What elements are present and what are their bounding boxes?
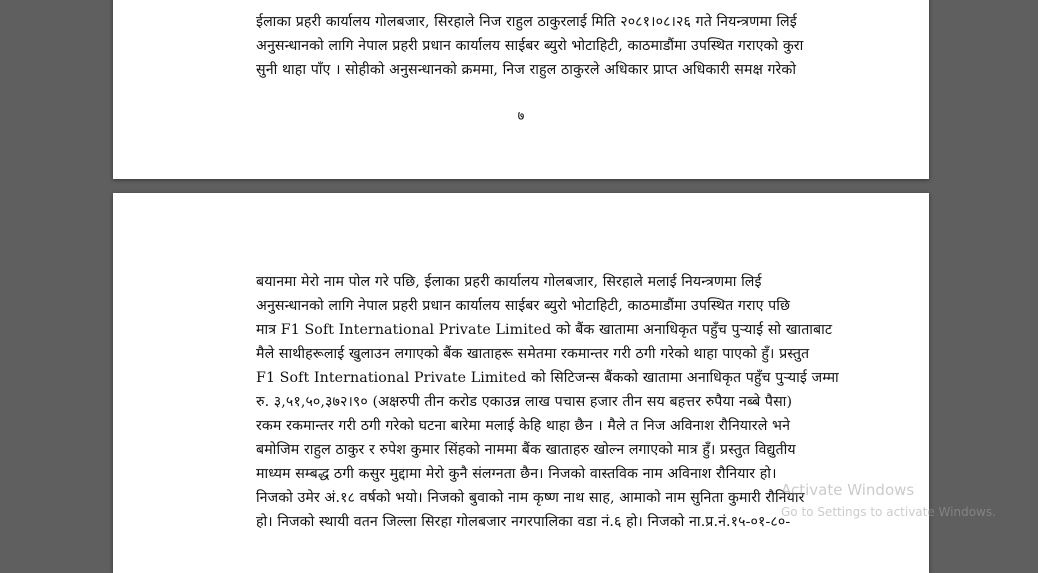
document-page-7 [113,0,929,179]
paragraph-line: अनुसन्धानको लागि नेपाल प्रहरी प्रधान कार्यालय साईबर ब्युरो भोटाहिटी, काठमाडौंमा उपस्थित गराएको कुरा [256,38,804,54]
page-7-text [256,10,888,82]
paragraph-line: बयानमा मेरो नाम पोल गरे पछि, ईलाका प्रहरी कार्यालय गोलबजार, सिरहाले मलाई नियन्त्रणमा लिई [256,274,762,290]
paragraph-line: रु. ३,५१,५०,३७२।९० (अक्षरुपी तीन करोड एकाउन्न लाख पचास हजार तीन सय बहत्तर रुपैया नब्बे पैसा) [256,394,793,410]
paragraph-line: ईलाका प्रहरी कार्यालय गोलबजार, सिरहाले निज राहुल ठाकुरलाई मिति २०८१।०८।२६ गते नियन्त्रणमा लिई [256,14,797,30]
paragraph-line: F1 Soft International Private Limited को सिटिजन्स बैंकको खातामा अनाधिकृत पहुँच पुऱ्याई जम्मा [256,370,839,386]
paragraph-line: माध्यम सम्बद्ध ठगी कसुर मुद्दामा मेरो कुनै संलग्नता छैन। निजको वास्तविक नाम अविनाश रौनियार हो। [256,466,777,482]
paragraph-line: रकम रकमान्तर गरी ठगी गरेको घटना बारेमा मलाई केहि थाहा छैन । मैले त निज अविनाश रौनियारले भने [256,418,791,434]
paragraph-line: सुनी थाहा पाँए । सोहीको अनुसन्धानको क्रममा, निज राहुल ठाकुरले अधिकार प्राप्त अधिकारी समक्ष गरेको [256,62,797,78]
paragraph-line: हो। निजको स्थायी वतन जिल्ला सिरहा गोलबजार नगरपालिका वडा नं.६ हो। निजको ना.प्र.नं.१५-०१-८०- [256,514,791,530]
paragraph-line: मैले साथीहरूलाई खुलाउन लगाएको बैंक खाताहरू समेतमा रकमान्तर गरी ठगी गरेको थाहा पाएको हुँ। प्रस्तुत [256,346,810,362]
activate-windows-watermark-title: Activate Windows [781,481,915,499]
paragraph-line: बमोजिम राहुल ठाकुर र रुपेश कुमार सिंहको नाममा बैंक खाताहरु खोल्न लगाएको मात्र हुँ। प्रस्तुत विद्युतीय [256,442,796,458]
paragraph-line: निजको उमेर अं.१८ वर्षको भयो। निजको बुवाको नाम कृष्ण नाथ साह, आमाको नाम सुनिता कुमारी रौनियार [256,490,805,506]
activate-windows-watermark-subtitle: Go to Settings to activate Windows. [781,505,996,519]
paragraph-line: अनुसन्धानको लागि नेपाल प्रहरी प्रधान कार्यालय साईबर ब्युरो भोटाहिटी, काठमाडौंमा उपस्थित गराए पछि [256,298,791,314]
page-number: ७ [517,109,525,124]
paragraph-line: मात्र F1 Soft International Private Limited को बैंक खातामा अनाधिकृत पहुँच पुऱ्याई सो खाताबाट [256,322,833,338]
